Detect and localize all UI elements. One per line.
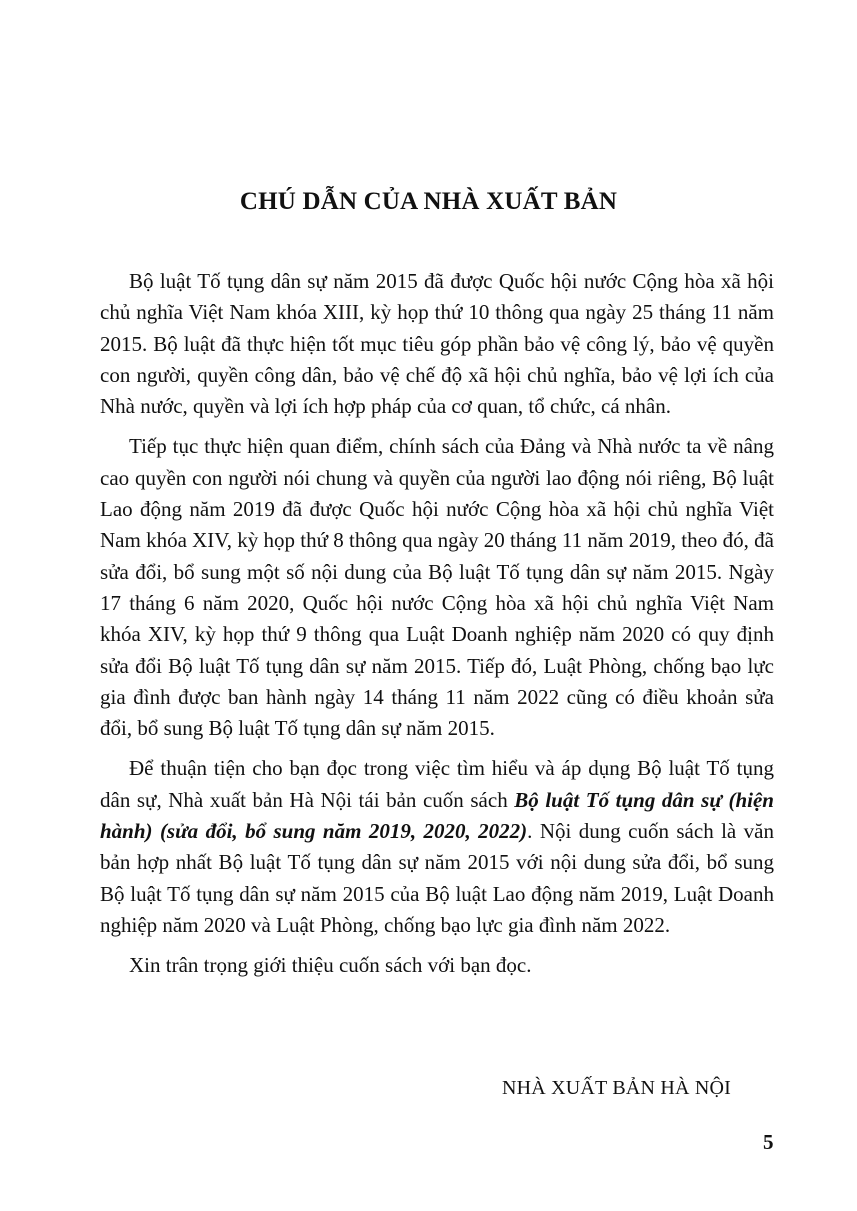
publisher-note-body bbox=[100, 266, 774, 991]
paragraph-2: Tiếp tục thực hiện quan điểm, chính sách của Đảng và Nhà nước ta về nâng cao quyền con người nói chung và quyền của người lao động nói riêng, Bộ luật Lao động năm 2019 đã được Quốc hội nước Cộng hòa xã hội chủ nghĩa Việt Nam khóa XIV, kỳ họp thứ 8 thông qua ngày 20 tháng 11 năm 2019, theo đó, đã sửa đổi, bổ sung một số nội dung của Bộ luật Tố tụng dân sự năm 2015. Ngày 17 tháng 6 năm 2020, Quốc hội nước Cộng hòa xã hội chủ nghĩa Việt Nam khóa XIV, kỳ họp thứ 9 thông qua Luật Doanh nghiệp năm 2020 có quy định sửa đổi Bộ luật Tố tụng dân sự năm 2015. Tiếp đó, Luật Phòng, chống bạo lực gia đình được ban hành ngày 14 tháng 11 năm 2022 cũng có điều khoản sửa đổi, bổ sung Bộ luật Tố tụng dân sự năm 2015. bbox=[100, 434, 774, 741]
page-number: 5 bbox=[763, 1130, 774, 1154]
paragraph-3 bbox=[100, 753, 774, 941]
paragraph-3-intro: Để thuận tiện cho bạn đọc trong việc tìm hiểu và áp dụng Bộ luật Tố tụng dân sự, Nhà xuất bản Hà Nội tái bản cuốn sách bbox=[100, 756, 774, 812]
book-title: Bộ luật Tố tụng dân sự (hiện hành) (sửa đổi, bổ sung năm 2019, 2020, 2022) bbox=[100, 787, 774, 844]
publisher-signature: NHÀ XUẤT BẢN HÀ NỘI bbox=[502, 1077, 731, 1099]
paragraph-4: Xin trân trọng giới thiệu cuốn sách với bạn đọc. bbox=[129, 953, 532, 978]
paragraph-3-rest: . Nội dung cuốn sách là văn bản hợp nhất Bộ luật Tố tụng dân sự năm 2015 với nội dung sửa đổi, bổ sung Bộ luật Tố tụng dân sự năm 2015 của Bộ luật Lao động năm 2019, Luật Doanh nghiệp năm 2020 và Luật Phòng, chống bạo lực gia đình năm 2022. bbox=[100, 819, 774, 937]
page-title: CHÚ DẪN CỦA NHÀ XUẤT BẢN bbox=[239, 188, 618, 215]
paragraph-1: Bộ luật Tố tụng dân sự năm 2015 đã được Quốc hội nước Cộng hòa xã hội chủ nghĩa Việt Nam khóa XIII, kỳ họp thứ 10 thông qua ngày 25 tháng 11 năm 2015. Bộ luật đã thực hiện tốt mục tiêu góp phần bảo vệ công lý, bảo vệ quyền con người, quyền công dân, bảo vệ chế độ xã hội chủ nghĩa, bảo vệ lợi ích của Nhà nước, quyền và lợi ích hợp pháp của cơ quan, tổ chức, cá nhân. bbox=[100, 269, 774, 419]
